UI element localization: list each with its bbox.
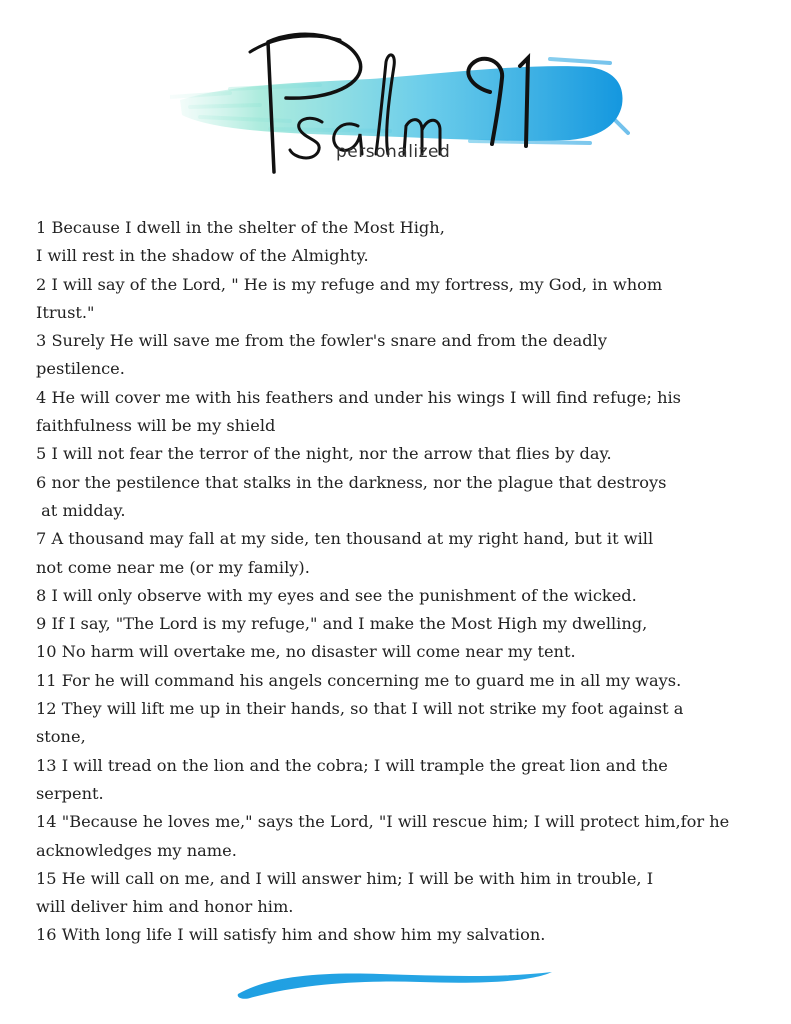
verse-line: 7 A thousand may fall at my side, ten thousand at my right hand, but it will [36,529,654,549]
verse-line: 1 Because I dwell in the shelter of the Most High, [36,218,445,237]
verse-line: I will rest in the shadow of the Almighty. [36,246,369,266]
verse-line: Itrust." [36,302,95,322]
verse-line: 14 "Because he loves me," says the Lord, "I will rescue him; I will protect him,for he [36,812,730,832]
verse-line: 2 I will say of the Lord, " He is my refuge and my fortress, my God, in whom [36,274,663,294]
verse-line: stone, [36,727,86,747]
verse-line: acknowledges my name. [36,840,237,860]
verse-line: serpent. [36,783,104,803]
verse-line: 11 For he will command his angels concerning me to guard me in all my ways. [36,670,682,690]
verse-line: 15 He will call on me, and I will answer him; I will be with him in trouble, I [36,868,654,888]
verse-line: 12 They will lift me up in their hands, so that I will not strike my foot against a [36,699,684,719]
verse-line: 16 With long life I will satisfy him and show him my salvation. [36,925,546,945]
verse-line: pestilence. [36,359,125,379]
subtitle: personalized [336,142,451,162]
verse-line: 5 I will not fear the terror of the night, nor the arrow that flies by day. [36,444,612,464]
page-header [0,0,791,200]
verse-line: 13 I will tread on the lion and the cobra; I will trample the great lion and the [36,755,668,775]
verse-line: 10 No harm will overtake me, no disaster will come near my tent. [36,642,576,662]
verse-line: faithfulness will be my shield [36,416,276,436]
verse-line: 6 nor the pestilence that stalks in the darkness, nor the plague that destroys [36,472,667,492]
footer-brush-stroke [230,962,560,1007]
psalm-verses [36,214,756,950]
verse-line: 8 I will only observe with my eyes and see the punishment of the wicked. [36,585,637,605]
verse-line: will deliver him and honor him. [36,897,294,917]
verse-line: 9 If I say, "The Lord is my refuge," and I make the Most High my dwelling, [36,614,648,634]
verse-line: 3 Surely He will save me from the fowler's snare and from the deadly [36,331,607,351]
verse-line: at midday. [36,500,126,520]
verse-line: 4 He will cover me with his feathers and under his wings I will find refuge; his [36,387,681,407]
verse-line: not come near me (or my family). [36,557,310,577]
